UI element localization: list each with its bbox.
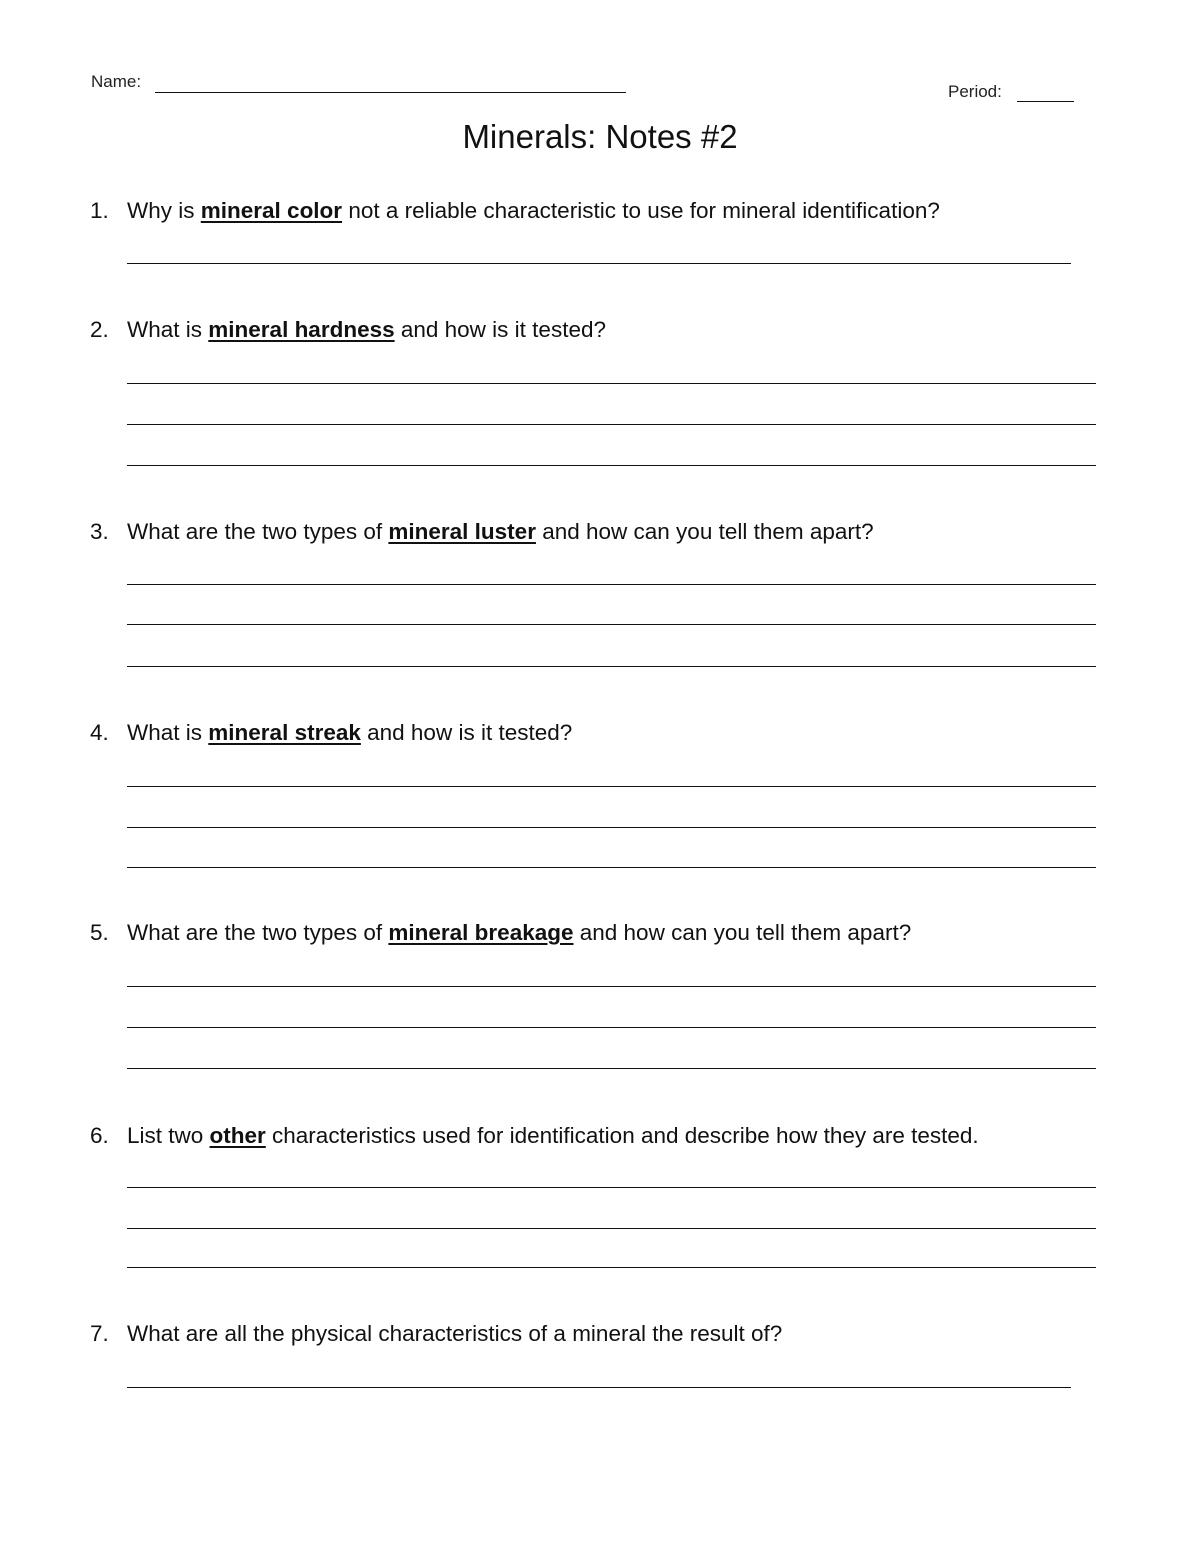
question-2 xyxy=(90,316,606,344)
answer-line[interactable] xyxy=(127,624,1096,625)
question-text-after: and how is it tested? xyxy=(360,720,573,745)
period-label: Period: xyxy=(948,82,1002,101)
question-number: 1. xyxy=(90,198,109,223)
page-title: Minerals: Notes #2 xyxy=(462,118,738,155)
question-keyword: mineral luster xyxy=(388,519,536,544)
question-text-before: What is xyxy=(127,317,209,342)
answer-line[interactable] xyxy=(127,383,1096,384)
question-keyword: mineral hardness xyxy=(208,317,395,342)
question-keyword: mineral streak xyxy=(208,720,361,745)
question-keyword: other xyxy=(209,1123,266,1148)
question-5 xyxy=(90,919,911,947)
answer-line[interactable] xyxy=(127,666,1096,667)
answer-line[interactable] xyxy=(127,424,1096,425)
question-number: 7. xyxy=(90,1321,109,1346)
period-blank[interactable] xyxy=(1017,101,1074,102)
answer-line[interactable] xyxy=(127,465,1096,466)
question-text-before: What are the two types of xyxy=(127,519,389,544)
answer-line[interactable] xyxy=(127,827,1096,828)
question-text-before: What are the two types of xyxy=(127,920,389,945)
question-text-after: characteristics used for identification and describe how they are tested. xyxy=(265,1123,979,1148)
question-text-after: and how can you tell them apart? xyxy=(573,920,912,945)
question-keyword: mineral breakage xyxy=(388,920,574,945)
question-text-after: and how can you tell them apart? xyxy=(535,519,874,544)
question-text-before: List two xyxy=(127,1123,210,1148)
name-label: Name: xyxy=(91,72,142,91)
question-4 xyxy=(90,719,572,747)
answer-line[interactable] xyxy=(127,263,1071,264)
answer-line[interactable] xyxy=(127,1228,1096,1229)
question-number: 5. xyxy=(90,920,109,945)
question-number: 3. xyxy=(90,519,109,544)
question-7 xyxy=(90,1320,782,1348)
question-number: 2. xyxy=(90,317,109,342)
question-number: 6. xyxy=(90,1123,109,1148)
answer-line[interactable] xyxy=(127,584,1096,585)
question-text-after: and how is it tested? xyxy=(394,317,606,342)
answer-line[interactable] xyxy=(127,1387,1071,1388)
question-text-after: not a reliable characteristic to use for mineral identification? xyxy=(342,198,940,223)
question-text-before: What is xyxy=(127,720,209,745)
answer-line[interactable] xyxy=(127,1068,1096,1069)
name-blank[interactable] xyxy=(155,92,626,93)
answer-line[interactable] xyxy=(127,867,1096,868)
answer-line[interactable] xyxy=(127,1027,1096,1028)
question-text-before: What are all the physical characteristics of a mineral the result of? xyxy=(127,1321,783,1346)
question-1 xyxy=(90,197,940,225)
question-text-before: Why is xyxy=(127,198,201,223)
answer-line[interactable] xyxy=(127,1267,1096,1268)
question-keyword: mineral color xyxy=(200,198,343,223)
question-number: 4. xyxy=(90,720,109,745)
question-6 xyxy=(90,1122,979,1150)
question-3 xyxy=(90,518,874,546)
answer-line[interactable] xyxy=(127,986,1096,987)
answer-line[interactable] xyxy=(127,786,1096,787)
answer-line[interactable] xyxy=(127,1187,1096,1188)
